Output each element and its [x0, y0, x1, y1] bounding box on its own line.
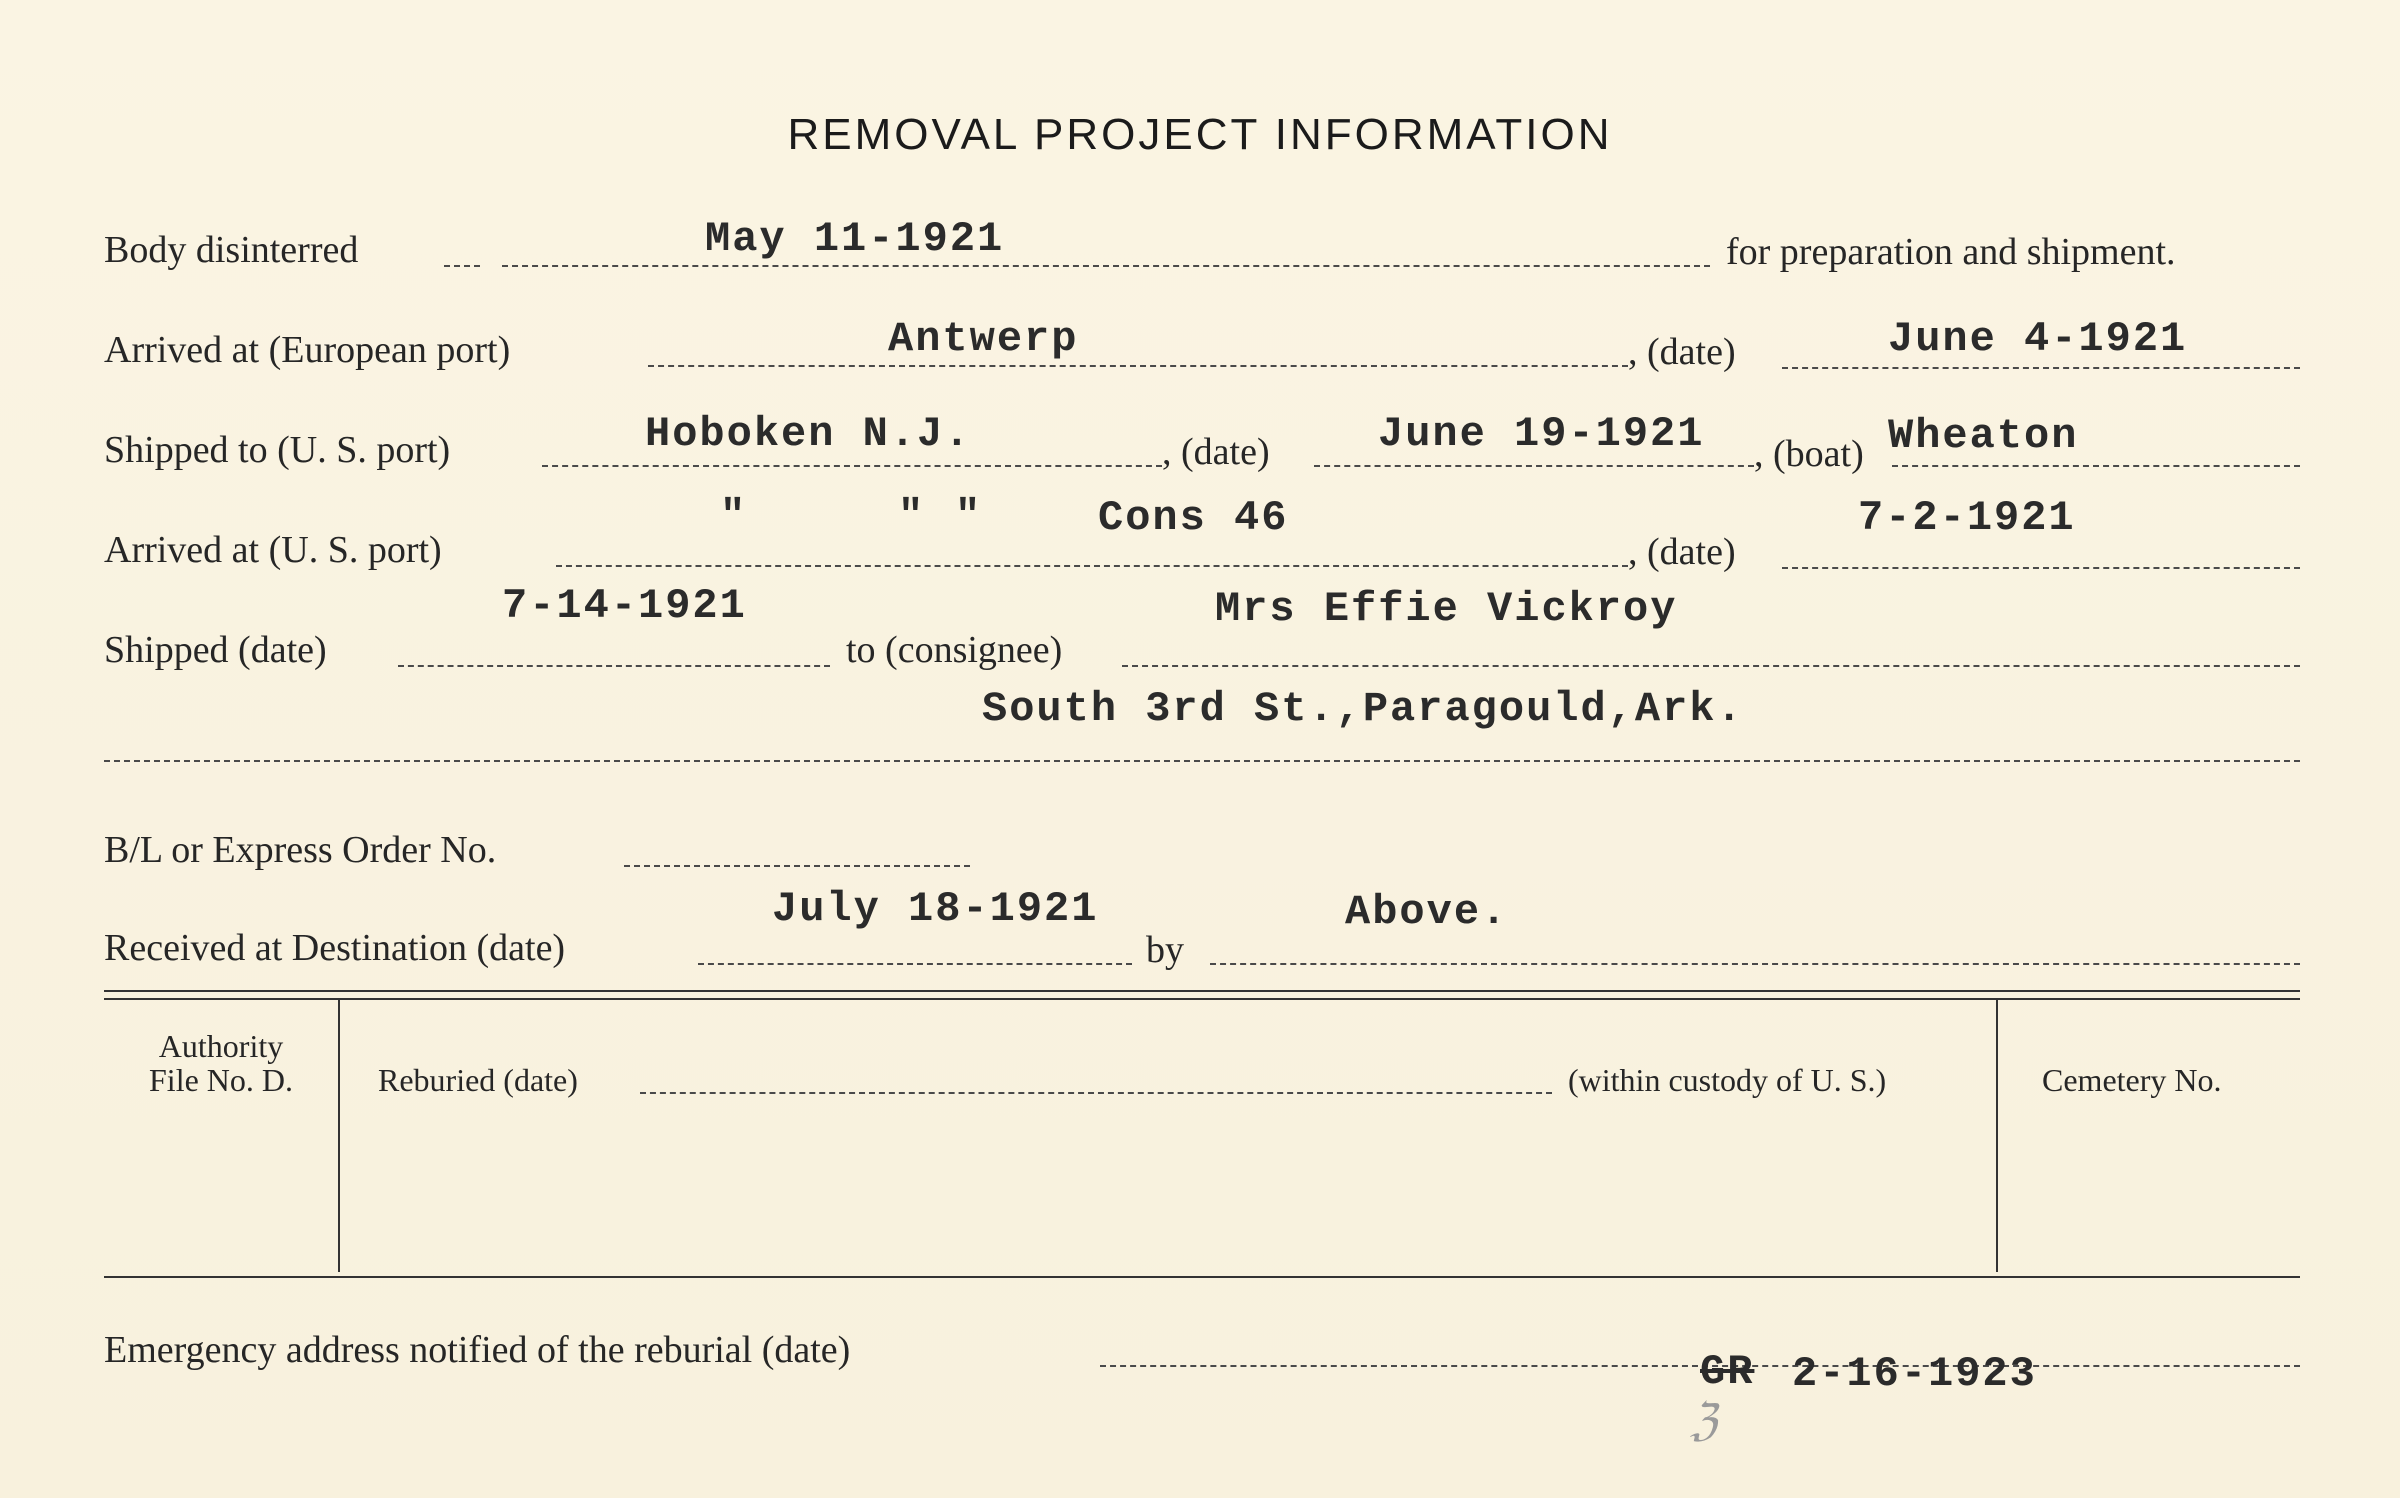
dash-line — [698, 963, 1132, 965]
value-boat: Wheaton — [1888, 412, 2079, 460]
dash-line — [444, 265, 480, 267]
dash-line — [104, 760, 2300, 762]
label-for-preparation: for preparation and shipment. — [1726, 231, 2176, 273]
double-rule-top — [104, 990, 2300, 992]
label-date: , (date) — [1628, 331, 1736, 373]
dash-line — [398, 665, 830, 667]
value-received-by: Above. — [1345, 888, 1509, 936]
label-received-dest: Received at Destination (date) — [104, 927, 566, 969]
label-date: , (date) — [1628, 531, 1736, 573]
value-ditto: " — [898, 492, 926, 540]
value-us-ship-date: June 19-1921 — [1378, 410, 1705, 458]
label-boat: , (boat) — [1754, 433, 1864, 475]
value-emergency-prefix: GR — [1700, 1348, 1755, 1396]
label-bl-order: B/L or Express Order No. — [104, 829, 497, 871]
dash-line — [1122, 665, 2300, 667]
dash-line — [1210, 963, 2300, 965]
label-reburied: Reburied (date) — [378, 1062, 578, 1098]
label-date: , (date) — [1162, 431, 1270, 473]
label-within-custody: (within custody of U. S.) — [1568, 1062, 1887, 1098]
label-arrived-us: Arrived at (U. S. port) — [104, 529, 442, 571]
dash-line — [1314, 465, 1754, 467]
label-file-no: File No. D. — [149, 1062, 293, 1098]
value-us-port: Hoboken N.J. — [645, 410, 972, 458]
value-disinterred-date: May 11-1921 — [705, 215, 1005, 263]
value-european-port: Antwerp — [888, 315, 1079, 363]
dash-line — [1782, 367, 2300, 369]
label-to-consignee: to (consignee) — [846, 629, 1063, 671]
value-ditto: " — [720, 492, 748, 540]
dash-line — [556, 565, 1628, 567]
dash-line — [1782, 567, 2300, 569]
value-ditto: " — [955, 492, 983, 540]
label-cemetery-no: Cemetery No. — [2042, 1062, 2222, 1098]
dash-line — [542, 465, 1162, 467]
double-rule-bottom — [104, 998, 2300, 1000]
label-arrived-european: Arrived at (European port) — [104, 329, 511, 371]
value-emergency-date: 2-16-1923 — [1792, 1350, 2037, 1398]
value-shipped-date: 7-14-1921 — [502, 582, 747, 630]
value-cons: Cons 46 — [1098, 494, 1289, 542]
box-divider-right — [1996, 1000, 1998, 1272]
value-consignee: Mrs Effie Vickroy — [1215, 585, 1678, 633]
card-title: REMOVAL PROJECT INFORMATION — [787, 110, 1613, 159]
dash-line — [624, 865, 970, 867]
label-shipped-to-us: Shipped to (U. S. port) — [104, 429, 451, 471]
dash-line — [1892, 465, 2300, 467]
box-bottom-rule — [104, 1276, 2300, 1278]
dash-line — [502, 265, 1710, 267]
dash-line — [648, 365, 1628, 367]
value-address: South 3rd St.,Paragould,Ark. — [982, 685, 1744, 733]
value-european-date: June 4-1921 — [1888, 315, 2188, 363]
dash-line — [640, 1092, 1552, 1094]
label-body-disinterred: Body disinterred — [104, 229, 359, 271]
box-divider-left — [338, 1000, 340, 1272]
label-by: by — [1146, 929, 1184, 971]
value-us-arrival-date: 7-2-1921 — [1858, 494, 2076, 542]
label-authority: Authority — [158, 1028, 284, 1064]
label-emergency: Emergency address notified of the reburial (date) — [104, 1329, 851, 1371]
label-shipped-date: Shipped (date) — [104, 629, 327, 671]
pencil-mark: ℨ — [1690, 1395, 1718, 1446]
value-received-date: July 18-1921 — [772, 885, 1099, 933]
